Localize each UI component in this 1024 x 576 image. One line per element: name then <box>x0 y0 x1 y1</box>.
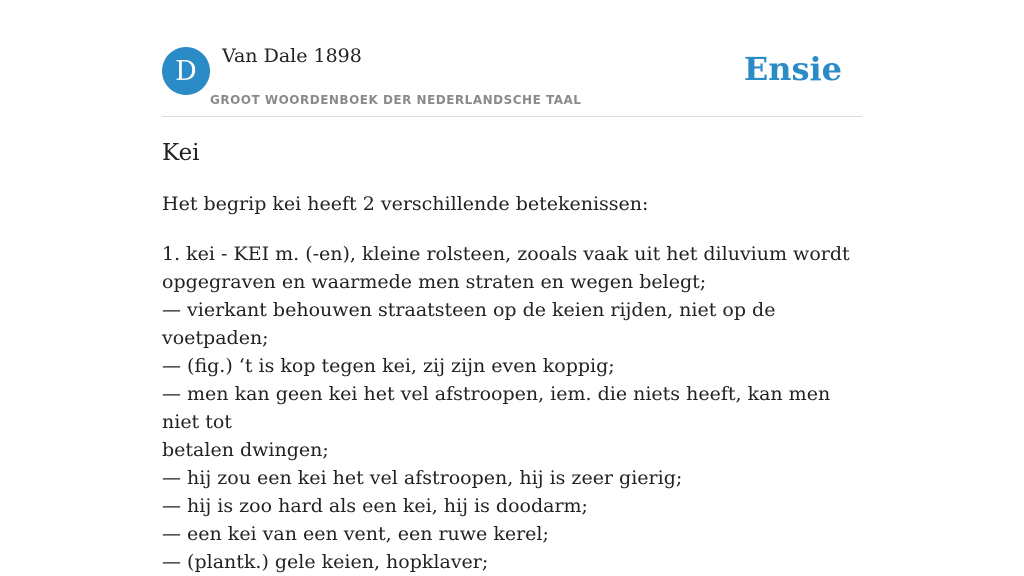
definition-line: — (plantk.) gele keien, hopklaver; <box>162 551 489 573</box>
source-logo[interactable]: D <box>162 47 210 95</box>
definition-line: — een kei van een vent, een ruwe kerel; <box>162 523 549 545</box>
source-subtitle: GROOT WOORDENBOEK DER NEDERLANDSCHE TAAL <box>210 93 582 107</box>
definition-line: betalen dwingen; <box>162 439 329 461</box>
definition-line: — hij zou een kei het vel afstroopen, hij is zeer gierig; <box>162 467 683 489</box>
definition-body <box>162 240 862 576</box>
definition-line: — men kan geen kei het vel afstroopen, iem. die niets heeft, kan men niet tot <box>162 383 831 433</box>
definition-line: — (fig.) ‘t is kop tegen kei, zij zijn even koppig; <box>162 355 615 377</box>
definition-line: — vierkant behouwen straatsteen op de keien rijden, niet op de voetpaden; <box>162 299 776 349</box>
definition-line: opgegraven en waarmede men straten en wegen belegt; <box>162 271 707 293</box>
entry-intro: Het begrip kei heeft 2 verschillende betekenissen: <box>162 193 649 215</box>
source-header <box>162 0 862 117</box>
entry-title: Kei <box>162 140 200 166</box>
brand-logo-link[interactable]: Ensie <box>743 50 842 88</box>
page <box>162 0 862 573</box>
source-title[interactable]: Van Dale 1898 <box>222 45 362 67</box>
definition-line: — hij is zoo hard als een kei, hij is doodarm; <box>162 495 588 517</box>
definition-line: 1. kei - KEI m. (-en), kleine rolsteen, zooals vaak uit het diluvium wordt <box>162 243 850 265</box>
